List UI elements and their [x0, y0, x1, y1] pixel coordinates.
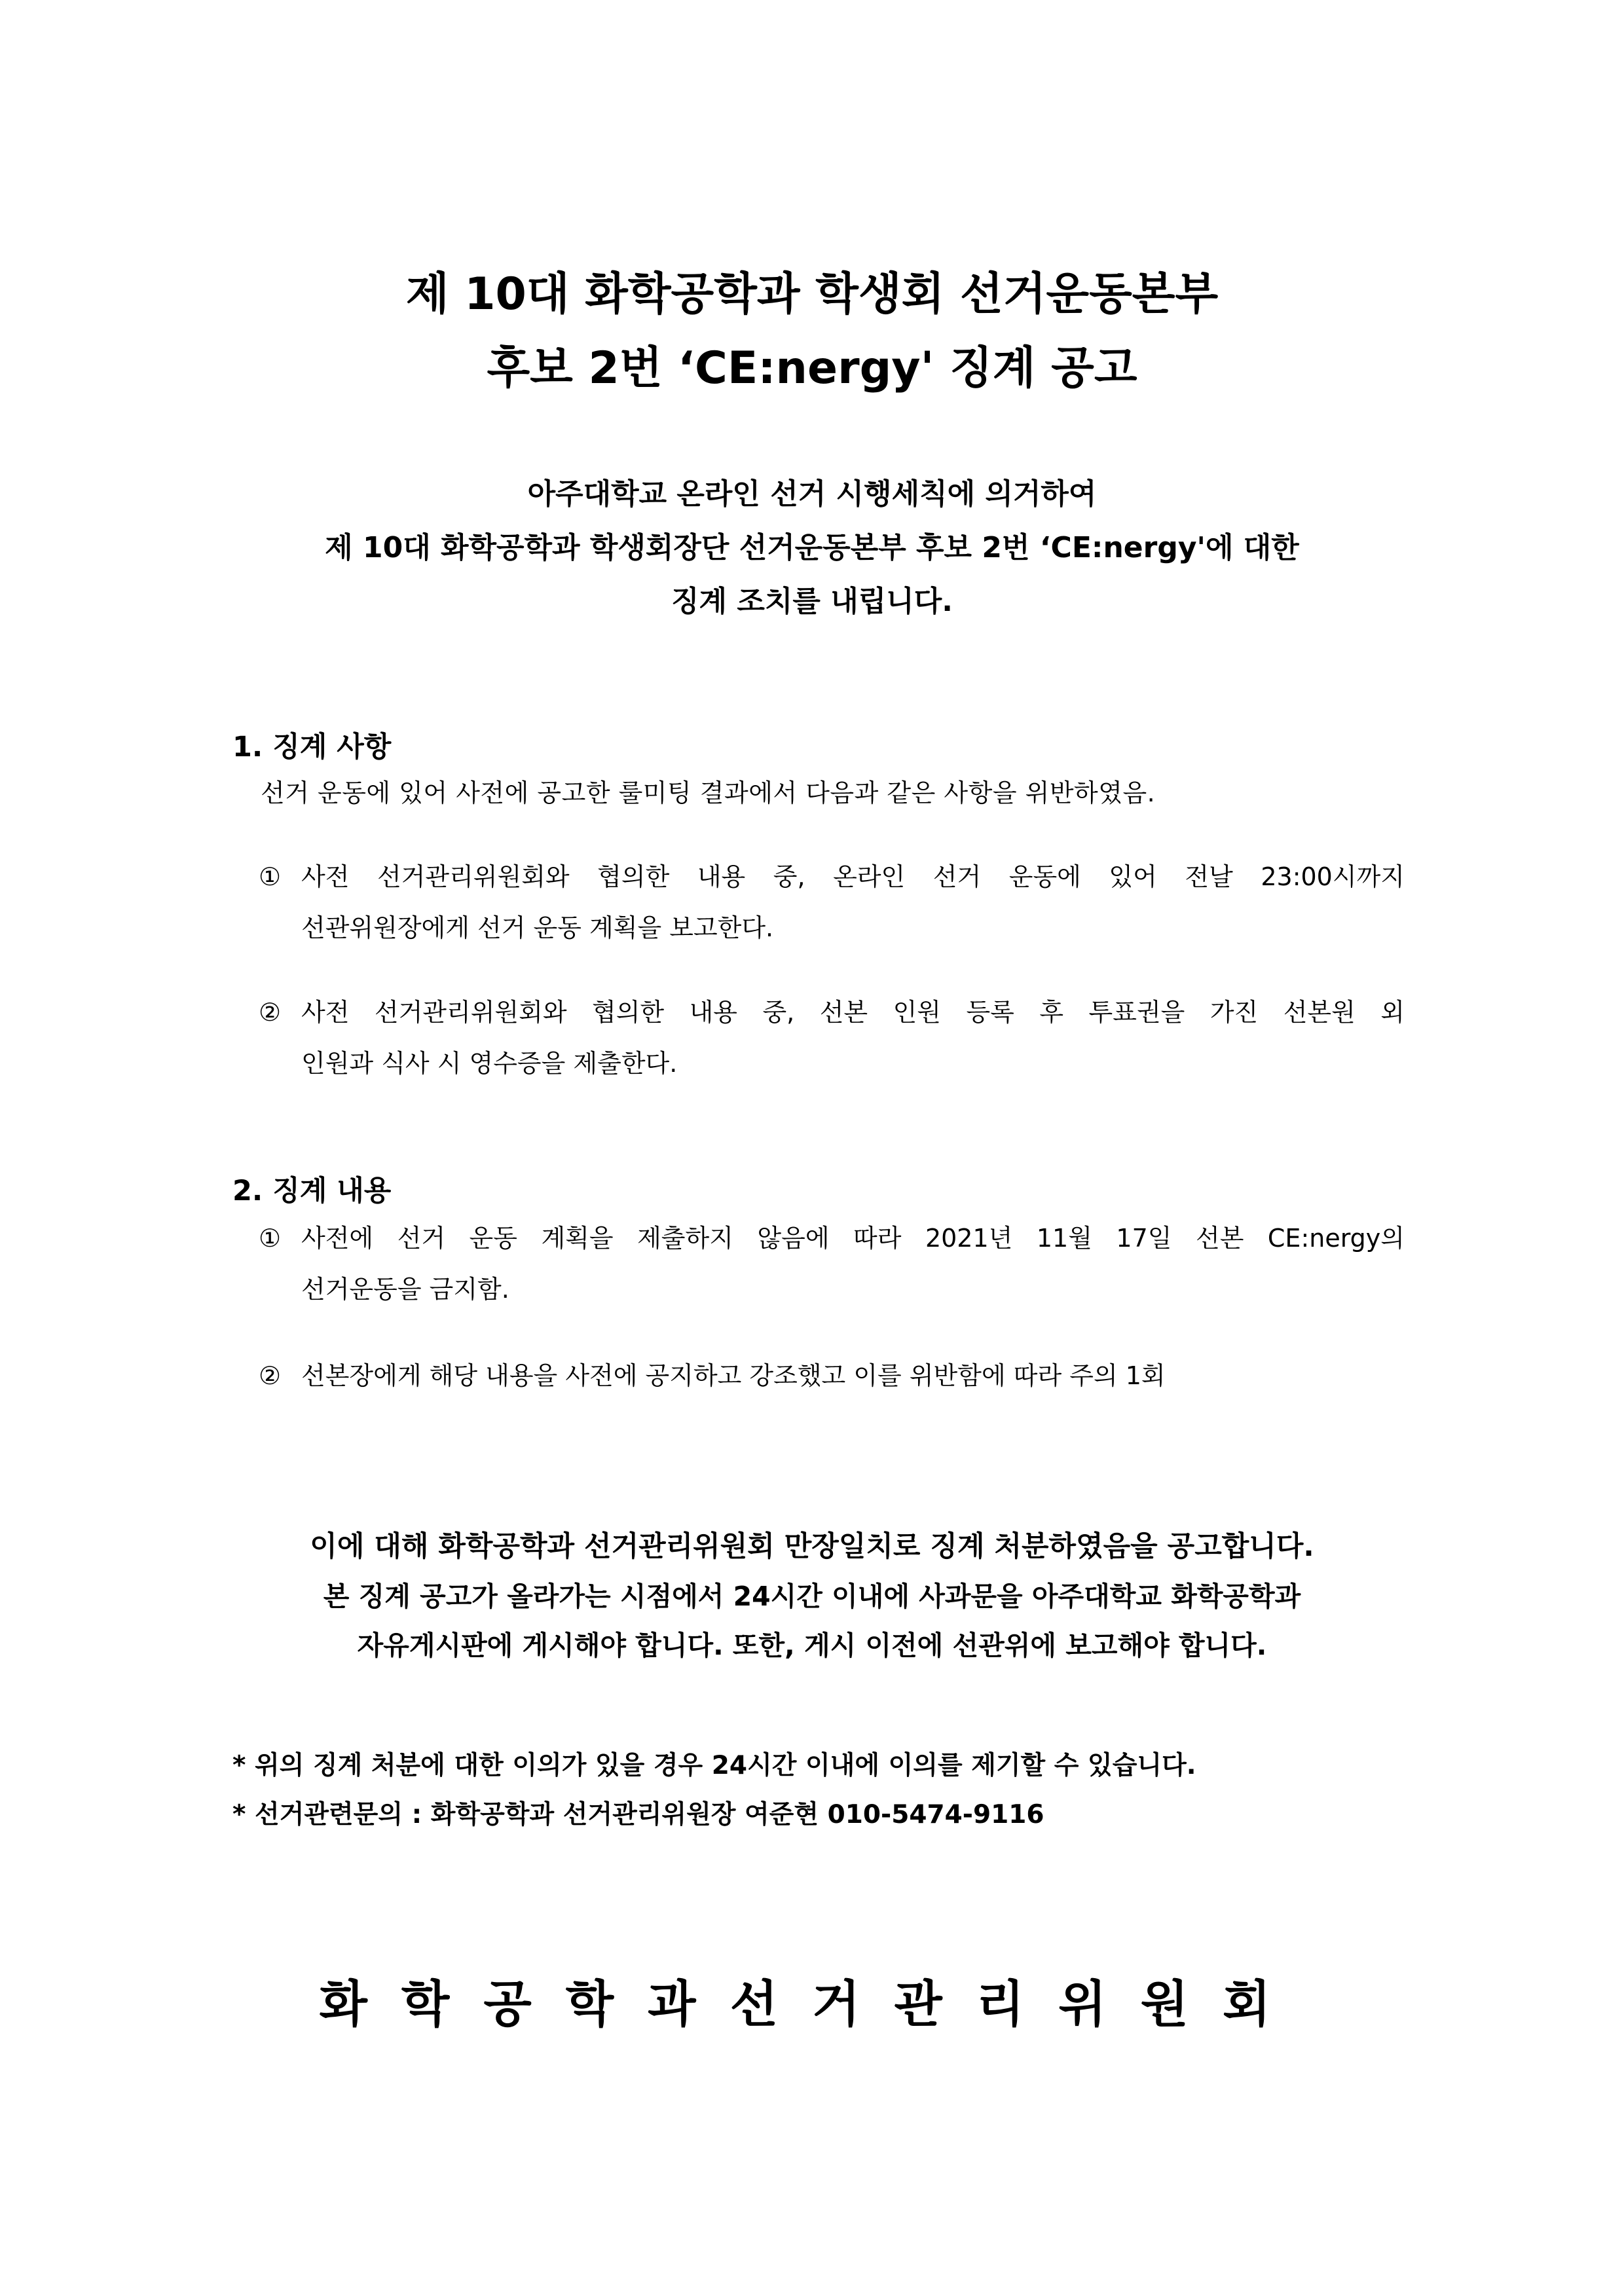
item-text-line-2: 선거운동을 금지함. [301, 1275, 509, 1304]
section-1-heading: 1. 징계 사항 [232, 731, 392, 763]
item-text-line-1: 선본장에게 해당 내용을 사전에 공지하고 강조했고 이를 위반함에 따라 주의 1회 [301, 1361, 1166, 1390]
item-text-line-1: 사전에 선거 운동 계획을 제출하지 않음에 따라 2021년 11월 17일 선본 CE:nergy의 [301, 1224, 1405, 1253]
title-line-1: 제 10대 화학공학과 학생회 선거운동본부 [405, 268, 1219, 320]
item-marker: ① [259, 862, 282, 891]
intro-line-1: 아주대학교 온라인 선거 시행세칙에 의거하여 [527, 477, 1097, 511]
footnote-objection: * 위의 징계 처분에 대한 이의가 있을 경우 24시간 이내에 이의를 제기할 수 있습니다. [232, 1751, 1196, 1780]
footnote-contact: * 선거관련문의 : 화학공학과 선거관리위원장 여준현 010-5474-9116 [232, 1800, 1044, 1829]
notice-line-1: 이에 대해 화학공학과 선거관리위원회 만장일치로 징계 처분하였음을 공고합니다. [310, 1530, 1314, 1563]
item-marker: ② [259, 998, 282, 1027]
intro-line-3: 징계 조치를 내립니다. [671, 585, 953, 618]
notice-line-3: 자유게시판에 게시해야 합니다. 또한, 게시 이전에 선관위에 보고해야 합니다. [357, 1630, 1267, 1661]
notice-line-2: 본 징계 공고가 올라가는 시점에서 24시간 이내에 사과문을 아주대학교 화학공학과 [323, 1581, 1301, 1612]
item-text-line-2: 선관위원장에게 선거 운동 계획을 보고한다. [301, 913, 774, 942]
title-line-2: 후보 2번 ‘CE:nergy' 징계 공고 [487, 342, 1137, 394]
item-text-line-1: 사전 선거관리위원회와 협의한 내용 중, 선본 인원 등록 후 투표권을 가진 선본원 외 [301, 998, 1405, 1027]
section-2-item-2 [259, 1350, 1405, 1401]
section-1-item-2 [259, 987, 1405, 1089]
item-marker: ② [259, 1361, 282, 1390]
section-1-item-1 [259, 851, 1405, 953]
section-2-item-1 [259, 1213, 1405, 1315]
section-1-summary: 선거 운동에 있어 사전에 공고한 룰미팅 결과에서 다음과 같은 사항을 위반하였음. [261, 779, 1156, 807]
section-2-heading: 2. 징계 내용 [232, 1175, 392, 1207]
item-text-line-1: 사전 선거관리위원회와 협의한 내용 중, 온라인 선거 운동에 있어 전날 23:00시까지 [301, 862, 1405, 891]
intro-line-2: 제 10대 화학공학과 학생회장단 선거운동본부 후보 2번 ‘CE:nergy'에 대한 [325, 531, 1299, 564]
item-text-line-2: 인원과 식사 시 영수증을 제출한다. [301, 1049, 678, 1078]
item-marker: ① [259, 1224, 282, 1253]
signature-committee: 화학공학과선거관리위원회 [319, 1975, 1305, 2033]
